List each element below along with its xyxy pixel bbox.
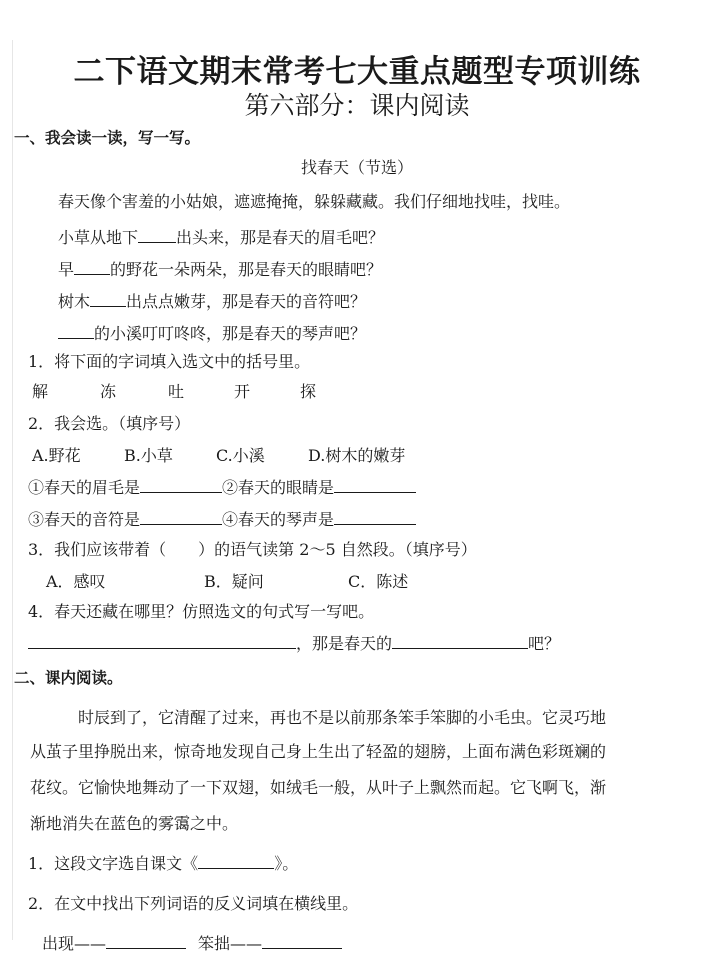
- poem-line-4-b: 出点点嫩芽，那是春天的音符吧？: [126, 292, 367, 311]
- poem-line-2: [58, 226, 384, 248]
- s2-q1-blank[interactable]: [198, 852, 274, 869]
- word-kai: 开: [234, 382, 251, 401]
- fill-blank-2[interactable]: [74, 258, 110, 275]
- word-tan: 探: [300, 382, 317, 401]
- fill-blank-4[interactable]: [58, 322, 94, 339]
- poem-line-3-a: 早: [58, 260, 75, 279]
- q4-mid-text: ，那是春天的: [296, 634, 393, 653]
- poem-line-2-a: 小草从地下: [58, 228, 139, 247]
- q2-item-1: ①春天的眉毛是: [28, 478, 141, 497]
- option-a: A.野花: [32, 446, 81, 465]
- word-bank: [32, 382, 316, 402]
- poem-line-4-a: 树木: [58, 292, 91, 311]
- poem-line-5: [58, 322, 366, 344]
- q2-item-2: ②春天的眼睛是: [222, 478, 335, 497]
- q2-item-3: ③春天的音符是: [28, 510, 141, 529]
- reading-line-4: 渐地消失在蓝色的雾霭之中。: [30, 814, 239, 833]
- antonym-1-blank[interactable]: [106, 932, 186, 949]
- question-2: 2．我会选。（填序号）: [28, 414, 191, 433]
- poem-paragraph-1: 春天像个害羞的小姑娘，遮遮掩掩，躲躲藏藏。我们仔细地找哇，找哇。: [58, 192, 571, 211]
- s2-question-2: 2．在文中找出下列词语的反义词填在横线里。: [28, 894, 359, 913]
- q3-option-c: C．陈述: [348, 572, 409, 591]
- section-2-heading: 二、课内阅读。: [14, 669, 123, 687]
- s2-q1-a: 1．这段文字选自课文《: [28, 854, 199, 873]
- word-dong: 冻: [100, 382, 117, 401]
- fill-blank-1[interactable]: [138, 226, 176, 243]
- fill-blank-3[interactable]: [90, 290, 126, 307]
- antonym-1-label: 出现——: [42, 934, 107, 953]
- poem-title: 找春天（节选）: [300, 158, 413, 177]
- antonym-2-blank[interactable]: [262, 932, 342, 949]
- reading-line-3: 花纹。它愉快地舞动了一下双翅，如绒毛一般，从叶子上飘然而起。它飞啊飞，渐: [30, 778, 607, 797]
- q2-blank-4[interactable]: [334, 508, 416, 525]
- q4-blank-1[interactable]: [28, 632, 296, 649]
- word-jie: 解: [32, 382, 49, 401]
- poem-line-5-b: 的小溪叮叮咚咚，那是春天的琴声吧？: [94, 324, 367, 343]
- q2-options: [32, 446, 405, 466]
- page-subtitle: 第六部分：课内阅读: [244, 91, 470, 120]
- q2-row-2: [28, 508, 416, 530]
- section-1-heading: 一、我会读一读，写一写。: [14, 129, 201, 147]
- reading-line-1: 时辰到了，它清醒了过来，再也不是以前那条笨手笨脚的小毛虫。它灵巧地: [78, 708, 607, 727]
- q2-blank-2[interactable]: [334, 476, 416, 493]
- q3-option-a: A．感叹: [46, 572, 106, 591]
- reading-line-2: 从茧子里挣脱出来，惊奇地发现自己身上生出了轻盈的翅膀，上面布满色彩斑斓的: [30, 742, 607, 761]
- poem-line-2-b: 出头来，那是春天的眉毛吧？: [176, 228, 385, 247]
- q3-options: [46, 572, 408, 592]
- q2-row-1: [28, 476, 416, 498]
- option-c: C.小溪: [216, 446, 265, 465]
- q4-blank-2[interactable]: [392, 632, 528, 649]
- q2-blank-3[interactable]: [140, 508, 222, 525]
- q4-answer-line: [28, 632, 560, 654]
- question-4: 4．春天还藏在哪里？仿照选文的句式写一写吧。: [28, 602, 375, 621]
- question-3: 3．我们应该带着（ ）的语气读第 2～5 自然段。（填序号）: [28, 540, 477, 559]
- word-tu: 吐: [168, 382, 185, 401]
- poem-line-3-b: 的野花一朵两朵，那是春天的眼睛吧？: [110, 260, 383, 279]
- question-1: 1．将下面的字词填入选文中的括号里。: [28, 352, 311, 371]
- antonym-row: [42, 932, 342, 954]
- s2-q1-b: 》。: [274, 854, 299, 873]
- q4-end-text: 吧？: [528, 634, 561, 653]
- q2-item-4: ④春天的琴声是: [222, 510, 335, 529]
- antonym-2-label: 笨拙——: [198, 934, 263, 953]
- poem-line-4: [58, 290, 366, 312]
- option-d: D.树木的嫩芽: [308, 446, 406, 465]
- option-b: B.小草: [124, 446, 173, 465]
- poem-line-3: [58, 258, 382, 280]
- q2-blank-1[interactable]: [140, 476, 222, 493]
- page-title: 二下语文期末常考七大重点题型专项训练: [73, 54, 641, 90]
- s2-question-1: [28, 852, 298, 874]
- q3-option-b: B．疑问: [204, 572, 264, 591]
